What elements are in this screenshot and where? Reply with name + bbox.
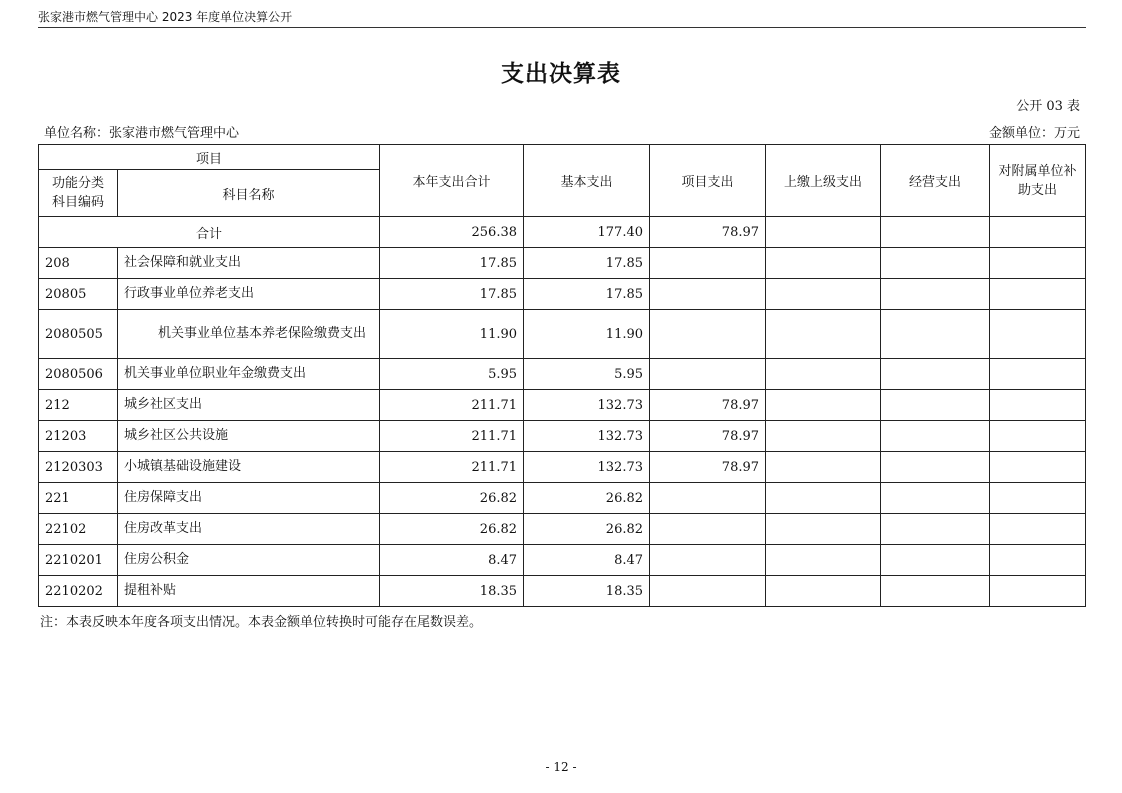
row-upper <box>766 514 881 545</box>
row-total: 17.85 <box>380 248 524 279</box>
amount-unit: 金额单位：万元 <box>988 126 1080 141</box>
row-total: 211.71 <box>380 452 524 483</box>
table-row <box>39 514 1086 545</box>
row-upper <box>766 483 881 514</box>
row-code: 221 <box>39 483 118 514</box>
row-total: 18.35 <box>380 576 524 607</box>
page-number: - 12 - <box>545 760 577 774</box>
row-name: 提租补贴 <box>118 576 380 607</box>
row-project <box>650 514 766 545</box>
row-business <box>881 576 990 607</box>
row-business <box>881 483 990 514</box>
row-subsidy <box>990 390 1086 421</box>
row-basic: 132.73 <box>524 421 650 452</box>
row-basic: 132.73 <box>524 452 650 483</box>
row-project <box>650 545 766 576</box>
header-rule <box>38 27 1086 28</box>
header-total: 本年支出合计 <box>380 145 524 217</box>
row-subsidy <box>990 279 1086 310</box>
row-upper <box>766 452 881 483</box>
row-upper <box>766 421 881 452</box>
row-total: 8.47 <box>380 545 524 576</box>
row-code: 208 <box>39 248 118 279</box>
table-row <box>39 248 1086 279</box>
header-upper: 上缴上级支出 <box>766 145 881 217</box>
total-amount: 256.38 <box>380 217 524 248</box>
table-row <box>39 483 1086 514</box>
row-code: 20805 <box>39 279 118 310</box>
row-project: 78.97 <box>650 452 766 483</box>
row-code: 2210201 <box>39 545 118 576</box>
row-upper <box>766 576 881 607</box>
table-row <box>39 359 1086 390</box>
row-total: 26.82 <box>380 514 524 545</box>
row-upper <box>766 359 881 390</box>
row-project <box>650 279 766 310</box>
expenditure-table <box>38 144 1086 607</box>
row-business <box>881 390 990 421</box>
header-project: 项目支出 <box>650 145 766 217</box>
row-business <box>881 514 990 545</box>
row-basic: 26.82 <box>524 514 650 545</box>
row-name: 行政事业单位养老支出 <box>118 279 380 310</box>
row-total: 26.82 <box>380 483 524 514</box>
running-header: 张家港市燃气管理中心 2023 年度单位决算公开 <box>38 10 293 24</box>
row-upper <box>766 310 881 359</box>
row-subsidy <box>990 421 1086 452</box>
row-business <box>881 279 990 310</box>
row-name: 机关事业单位基本养老保险缴费支出 <box>118 310 380 359</box>
header-item: 项目 <box>39 145 380 170</box>
header-subsidy: 对附属单位补助支出 <box>990 145 1086 217</box>
row-subsidy <box>990 248 1086 279</box>
header-name: 科目名称 <box>118 170 380 217</box>
table-row <box>39 576 1086 607</box>
row-basic: 132.73 <box>524 390 650 421</box>
row-project: 78.97 <box>650 421 766 452</box>
row-code: 21203 <box>39 421 118 452</box>
row-code: 212 <box>39 390 118 421</box>
total-business <box>881 217 990 248</box>
footnote: 注：本表反映本年度各项支出情况。本表金额单位转换时可能存在尾数误差。 <box>40 615 483 630</box>
row-name: 住房改革支出 <box>118 514 380 545</box>
row-subsidy <box>990 359 1086 390</box>
row-upper <box>766 248 881 279</box>
row-upper <box>766 390 881 421</box>
page-title: 支出决算表 <box>501 61 621 87</box>
table-row <box>39 421 1086 452</box>
row-business <box>881 310 990 359</box>
header-business: 经营支出 <box>881 145 990 217</box>
row-project <box>650 248 766 279</box>
row-project <box>650 576 766 607</box>
row-subsidy <box>990 483 1086 514</box>
row-name: 机关事业单位职业年金缴费支出 <box>118 359 380 390</box>
row-project <box>650 359 766 390</box>
row-project <box>650 483 766 514</box>
total-label: 合计 <box>39 217 380 248</box>
total-basic: 177.40 <box>524 217 650 248</box>
row-subsidy <box>990 576 1086 607</box>
row-basic: 17.85 <box>524 279 650 310</box>
organization-name: 单位名称：张家港市燃气管理中心 <box>44 126 240 141</box>
row-name: 社会保障和就业支出 <box>118 248 380 279</box>
row-project <box>650 310 766 359</box>
row-code: 2080505 <box>39 310 118 359</box>
row-code: 2120303 <box>39 452 118 483</box>
row-subsidy <box>990 452 1086 483</box>
row-basic: 8.47 <box>524 545 650 576</box>
row-business <box>881 452 990 483</box>
row-upper <box>766 279 881 310</box>
row-subsidy <box>990 545 1086 576</box>
row-subsidy <box>990 514 1086 545</box>
row-code: 2210202 <box>39 576 118 607</box>
row-basic: 26.82 <box>524 483 650 514</box>
table-row <box>39 452 1086 483</box>
table-number: 公开 03 表 <box>1016 99 1080 114</box>
header-basic: 基本支出 <box>524 145 650 217</box>
row-total: 5.95 <box>380 359 524 390</box>
row-name: 小城镇基础设施建设 <box>118 452 380 483</box>
row-project: 78.97 <box>650 390 766 421</box>
header-code: 功能分类科目编码 <box>39 170 118 217</box>
table-row <box>39 279 1086 310</box>
table-row <box>39 310 1086 359</box>
row-business <box>881 421 990 452</box>
table-row <box>39 545 1086 576</box>
row-business <box>881 545 990 576</box>
total-row <box>39 217 1086 248</box>
row-name: 住房保障支出 <box>118 483 380 514</box>
row-name: 城乡社区支出 <box>118 390 380 421</box>
row-business <box>881 359 990 390</box>
row-basic: 5.95 <box>524 359 650 390</box>
row-subsidy <box>990 310 1086 359</box>
row-name: 住房公积金 <box>118 545 380 576</box>
table-row <box>39 390 1086 421</box>
row-code: 2080506 <box>39 359 118 390</box>
row-name: 城乡社区公共设施 <box>118 421 380 452</box>
row-total: 17.85 <box>380 279 524 310</box>
total-subsidy <box>990 217 1086 248</box>
row-upper <box>766 545 881 576</box>
row-basic: 17.85 <box>524 248 650 279</box>
row-code: 22102 <box>39 514 118 545</box>
row-business <box>881 248 990 279</box>
row-total: 211.71 <box>380 421 524 452</box>
row-basic: 11.90 <box>524 310 650 359</box>
row-total: 11.90 <box>380 310 524 359</box>
total-project: 78.97 <box>650 217 766 248</box>
total-upper <box>766 217 881 248</box>
row-total: 211.71 <box>380 390 524 421</box>
row-basic: 18.35 <box>524 576 650 607</box>
